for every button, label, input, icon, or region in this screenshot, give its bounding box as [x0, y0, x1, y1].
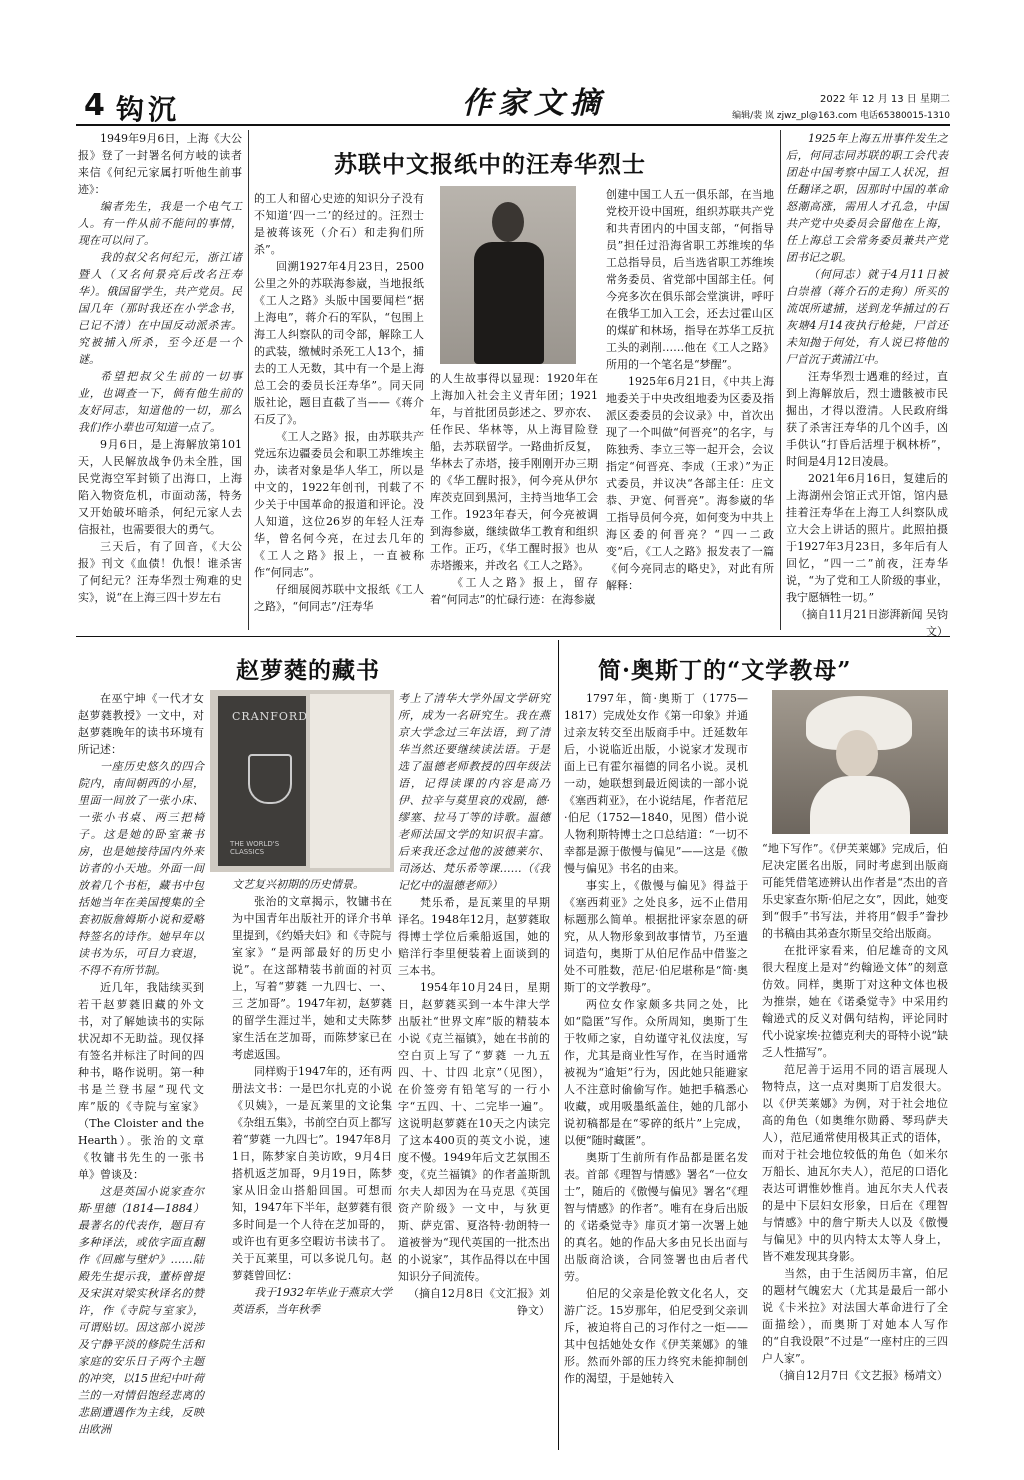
book-title: CRANFORD	[232, 710, 309, 723]
paragraph: 仔细展阅苏联中文报纸《工人之路》，“何同志”/汪寿华	[254, 583, 424, 613]
paragraph: 1925年6月21日，《中共上海地委关于中央改组地委为区委及指派区委委员的会议录》中，首次出现了一个叫做“何晋亮”的名字，与陈独秀、李立三等一起开会，会议指定“何晋亮、李成（王求）”为正式委员，并议决“各部主任：庄文恭、尹宽、何晋亮”。海参崴的华工指导员何今亮，如何变为中共上海区委的何晋亮？“四一二政变”后，《工人之路》报发表了一篇《何今亮同志的略史》，对此有所解释：	[606, 375, 774, 592]
article3-headline: 简·奥斯丁的“文学教母”	[598, 657, 852, 684]
paragraph: 《工人之路》报，由苏联共产党远东边疆委员会和职工苏维埃主办，读者对象是华人华工，所以是中文的，1922年创刊，刊载了不少关于中国革命的报道和评论。没人知道，这位26岁的年轻人汪寿华，曾名何今亮，在过去几年的《工人之路》报上，一直被称作“何同志”。	[254, 430, 424, 579]
paragraph: 一座历史悠久的四合院内，南间朝西的小屋，里面一间放了一张小床、一张小书桌、两三把椅子。这是她的卧室兼书房，也是她接待国内外来访者的小天地。外面一间放着几个书柜，藏书中包括她当年在美国搜集的全套初版詹姆斯小说和爱略特签名的诗作。她早年以读书为乐，可目力衰退，不得不有所节制。	[78, 760, 204, 977]
paragraph: 2021年6月16日，复建后的上海湖州会馆正式开馆，馆内悬挂着汪寿华在上海工人纠察队成立大会上讲话的照片。此照拍摄于1927年3月23日，多年后有人回忆，“四一二”前夜，汪寿华说，“为了党和工人阶级的事业，我宁愿牺牲一切。”	[786, 472, 948, 604]
paragraph: 伯尼的父亲是伦敦文化名人，交游广泛。15岁那年，伯尼受到父亲训斥，被迫将自己的习作付之一炬——其中包括她处女作《伊芙莱娜》的雏形。然而外部的压力终究未能抑制创作的渴望，于是她转入	[564, 1287, 748, 1385]
paragraph: 张治的文章揭示，牧镛书在为中国青年出版社开的译介书单里提到，《约婚夫妇》和《寺院与室家》“是两部最好的历史小说”。在这部精装书前面的衬页上，写着“萝蕤 一九四七、一、三 芝加哥”。1947年初，赵萝蕤的留学生涯过半，她和丈夫陈梦家生活在芝加哥，而陈梦家已在考虑返国。	[232, 895, 392, 1061]
paragraph: （何同志）就于4月11日被白崇禧（蒋介石的走狗）所买的流氓所逮捕，送到龙华捕过的石灰塘4月14夜执行枪毙，尸首还未知抛于何处，有人说已将他的尸首沉于黄浦江中。	[786, 268, 948, 366]
book-series: THE WORLD'S CLASSICS	[230, 840, 280, 856]
paragraph: 同样购于1947年的，还有两册法文书：一是巴尔扎克的小说《贝姨》，一是瓦莱里的文论集《杂组五集》，书前空白页上都写着“萝蕤 一九四七”。1947年8月1日，陈梦家自美访欧，9月4日搭机返芝加哥，9月19日，陈梦家从旧金山搭船回国。可想而知，1947年下半年，赵萝蕤有很多时间是一个人待在芝加哥的，或许也有更多空暇访书读书了。关于瓦莱里，可以多说几句。赵萝蕤曾回忆：	[232, 1065, 392, 1282]
article1-column-5	[786, 130, 948, 638]
book-cover-photo	[210, 690, 394, 872]
paragraph: 事实上，《傲慢与偏见》得益于《塞西莉亚》之处良多，远不止借用标题那么简单。根据批评家奈恩的研究，从人物形象到故事情节，乃至遣词造句，奥斯丁从伯尼作品中借鉴之处不可胜数，范尼·伯尼堪称是“简·奥斯丁的文学教母”。	[564, 879, 748, 994]
portrait-painting	[772, 690, 948, 834]
editor-line: 编辑/裴 岚 zjwz_pl@163.com 电话65380015-1310	[732, 111, 950, 121]
paragraph: 1925年上海五卅事件发生之后，何同志同苏联的职工会代表团赴中国考察中国工人状况，担任翻译之职，因那时中国的革命怒潮高涨，需用人才孔急，中国共产党中央委员会留他在上海，任上海总工会常务委员兼共产党团书记之职。	[786, 132, 948, 264]
paragraph: 编者先生，我是一个电气工人。有一件从前不能问的事情，现在可以问了。	[78, 200, 242, 247]
article1-column-1	[78, 130, 242, 630]
paragraph: 希望把叔父生前的一切事业，也调查一下，倘有他生前的友好同志，知道他的一切，那么我们作小辈也可知道一点了。	[78, 370, 242, 434]
article2-column-1	[78, 690, 204, 1450]
paragraph: 梵乐希，是瓦莱里的早期译名。1948年12月，赵萝蕤取得博士学位后乘船返国，她的赔洋行李里便装着上面谈到的三本书。	[398, 896, 550, 977]
article-divider	[558, 640, 559, 1450]
paragraph: 文艺复兴初期的历史情景。	[232, 878, 364, 891]
newspaper-masthead: 作家文摘	[462, 86, 606, 121]
article3-column-2	[762, 840, 948, 1450]
paragraph: 我的叔父名何纪元，浙江诸暨人（又名何景亮后改名汪寿华）。俄国留学生，共产党员。民国几年（那时我还在小学念书，已记不清）在中国反动派杀害。究被捕入所杀，至今还是一个谜。	[78, 251, 242, 366]
paragraph: 的工人和留心史迹的知识分子没有不知道‘四一二’的经过的。汪烈士是被蒋该死（介石）和走狗们所杀”。	[254, 192, 424, 256]
quoted-paragraph: 我于1932年毕业于燕京大学英语系，当年秋季	[232, 1286, 392, 1316]
article2-headline: 赵萝蕤的藏书	[236, 657, 380, 684]
paragraph: 的人生故事得以显现：1920年在上海加入社会主义青年团；1921年，与首批团员彭述之、罗亦农、任作民、华林等，从上海冒险登船，去苏联留学。一路曲折反复，华林去了赤塔，接手刚刚开办三期的《华工醒时报》，何今亮从伊尔库茨克回到黑河，主持当地华工会工作。1923年春天，何今亮被调到海参崴，继续做华工教育和组织工作。正巧，《华工醒时报》也从赤塔搬来，并改名《工人之路》。	[430, 372, 598, 572]
issue-date: 2022 年 12 月 13 日 星期二	[820, 94, 950, 105]
paragraph: 在批评家看来，伯尼雄奇的文风很大程度上是对“约翰逊文体”的刻意仿效。同样，奥斯丁对这种文体也极为推崇，她在《诺桑觉寺》中采用约翰逊式的反义对偶句结构，评论同时代小说家埃·拉德克利夫的哥特小说“缺乏人性描写”。	[762, 944, 948, 1059]
quoted-paragraph: 考上了清华大学外国文学研究所，成为一名研究生。我在燕京大学念过三年法语，到了清华当然还要继续读法语。于是选了温德老师教授的四年级法语，记得读课的内容是高乃伊、拉辛与莫里哀的戏剧，德·缪塞、拉马丁等的诗歌。温德老师法国文学的知识很丰富。后来我还念过他的波德莱尔、司汤达、梵乐希等课……（《我记忆中的温德老师》）	[398, 692, 550, 892]
column-divider	[248, 130, 249, 630]
paragraph: 在巫宁坤《一代才女赵萝蕤教授》一文中，对赵萝蕤晚年的读书环境有所记述：	[78, 692, 204, 756]
article1-headline: 苏联中文报纸中的汪寿华烈士	[334, 151, 646, 178]
article1-column-4	[606, 186, 774, 630]
paragraph: 1949年9月6日，上海《大公报》登了一封署名何方岐的读者来信《何纪元家属打听他生前事迹》：	[78, 132, 242, 196]
paragraph: 《工人之路》报上，留存着“何同志”的忙碌行迹：在海参崴	[430, 576, 598, 606]
paragraph: 奥斯丁生前所有作品都是匿名发表。首部《理智与情感》署名“一位女士”，随后的《傲慢与偏见》署名“《理智与情感》的作者”。唯有在身后出版的《诺桑觉寺》扉页才第一次署上她的真名。她的作品大多由兄长出面与出版商洽谈，合同签署也由后者代劳。	[564, 1151, 748, 1283]
section-divider	[76, 636, 950, 637]
article2-credit: （摘自12月8日《文汇报》刘铮文）	[408, 1287, 550, 1317]
section-name: 钩沉	[116, 93, 181, 126]
header-rule	[76, 124, 950, 126]
paragraph: 汪寿华烈士遇难的经过，直到上海解放后，烈士遗骸被市民掘出，才得以澄清。人民政府缉获了杀害汪寿华的几个凶手，凶手供认“打昏后活埋于枫林桥”，时间是4月12日凌晨。	[786, 370, 948, 468]
paragraph: 1954年10月24日，星期日，赵萝蕤买到一本牛津大学出版社“世界文库”版的精装本小说《克兰福镇》，她在书前的空白页上写了“萝蕤 一九五四、十、廿四 北京”（见图），在价签旁有铅笔写的一行小字“五四、十、二完毕一遍”。这说明赵萝蕤在10天之内读完了这本400页的英文小说，速度不慢。1949年后文艺氛围丕变，《克兰福镇》的作者盖斯凯尔夫人却因为在马克思《英国资产阶级》一文中，与狄更斯、萨克雷、夏洛特·勃朗特一道被誉为“现代英国的一批杰出的小说家”，其作品得以在中国知识分子间流传。	[398, 981, 550, 1283]
paragraph: “地下写作”。《伊芙莱娜》完成后，伯尼决定匿名出版，同时考虑到出版商可能凭借笔迹辨认出作者是“杰出的音乐史家查尔斯·伯尼之女”，因此，她变到“假手”书写法，并将用“假手”誊抄的书稿由其弟查尔斯呈交给出版商。	[762, 842, 948, 940]
paragraph: 范尼善于运用不同的语言展现人物特点，这一点对奥斯丁启发很大。以《伊芙莱娜》为例，对于社会地位高的角色（如奥维尔勋爵、琴玛萨夫人），范尼通常使用极其正式的语体，而对于社会地位较低的角色（如米尔万船长、迪瓦尔夫人），范尼的口语化表达可谓惟妙惟肖。迪瓦尔夫人代表的是中下层妇女形象，日后在《理智与情感》中的詹宁斯夫人以及《傲慢与偏见》中的贝内特太太等人身上，皆不难发现其身影。	[762, 1063, 948, 1263]
article3-column-1	[564, 690, 748, 1450]
portrait-photo	[440, 186, 576, 364]
paragraph: 三天后，有了回音，《大公报》刊文《血债！仇恨！谁杀害了何纪元？汪寿华烈士殉难的史实》，说“在上海三四十岁左右	[78, 540, 242, 604]
paragraph: 创建中国工人五一俱乐部，在当地党校开设中国班，组织苏联共产党和共青团内的中国支部，“何指导员”担任过沿海省职工苏维埃的华工总指导员，后当选省职工苏维埃常务委员、省党部中国部主任。何今亮多次在俱乐部会堂演讲，呼吁在俄华工加入工会，还去过霍山区的煤矿和林场，指导在苏华工反抗工头的剥削……他在《工人之路》所用的一个笔名是“梦醒”。	[606, 188, 774, 371]
article1-column-3	[430, 370, 598, 630]
paragraph: 9月6日，是上海解放第101天，人民解放战争仍未全胜，国民党海空军封锁了出海口，上海陷入物资危机，市面动荡，特务又开始破坏暗杀，何纪元家人去信报社，也需要很大的勇气。	[78, 438, 242, 536]
column-divider	[780, 130, 781, 630]
article1-credit: （摘自11月21日澎湃新闻 吴钧文）	[795, 608, 948, 638]
paragraph: 两位女作家颇多共同之处，比如“隐匿”写作。众所周知，奥斯丁生于牧师之家，自幼谨守礼仪法度，写作，尤其是商业性写作，在当时通常被视为“逾矩”行为，因此她只能避家人不注意时偷偷写作。她把手稿悉心收藏，或用吸墨纸盖住，她的几部小说初稿都是在“零碎的纸片”上完成，以便“随时藏匿”。	[564, 998, 748, 1147]
paragraph: 当然，由于生活阅历丰富，伯尼的题材气魄宏大（尤其是最后一部小说《卡米拉》对法国大革命进行了全面描绘），而奥斯丁对她本人写作的“自我设限”不过是“一座村庄的三四户人家”。	[762, 1267, 948, 1365]
paragraph: 回溯1927年4月23日，2500公里之外的苏联海参崴，当地报纸《工人之路》头版中国要闻栏“据上海电”，蒋介石的军队，“包围上海工人纠察队的司令部，解除工人的武装，缴械时杀死工人13个，捕去的工人无数，其中有一个是上海总工会的委员长汪寿华”。同天同版社论，题目直截了当——《蒋介石反了》。	[254, 260, 424, 426]
article2-column-2	[232, 876, 392, 1450]
article1-column-2	[254, 190, 424, 630]
quoted-paragraph: 这是英国小说家查尔斯·里德（1814—1884）最著名的代表作，题目有多种译法，或依字面直翻作《回廊与壁炉》……陆殿先生提示我，董桥曾提及宋淇对梁实秋译名的赞许，作《寺院与室家》，可谓贴切。因这部小说涉及宁静平淡的修院生活和家庭的安乐日子两个主题的冲突，以15世纪中叶荷兰的一对情侣饱经悲离的悲剧遭遇作为主线，反映出欧洲	[78, 1185, 204, 1436]
paragraph: 近几年，我陆续买到若干赵萝蕤旧藏的外文书，对了解她读书的实际状况却不无助益。现仅择有签名并标注了时间的四种书，略作说明。第一种书是兰登书屋“现代文库”版的《寺院与室家》（The Cloister and the Hearth）。张治的文章《牧镛书先生的一张书单》曾谈及：	[78, 981, 204, 1181]
paragraph: 1797年，简·奥斯丁（1775—1817）完成处女作《第一印象》并通过亲友转交至出版商手中。迁延数年后，小说临近出版，小说家才发现市面上已有霍尔福德的同名小说。灵机一动，她联想到最近阅读的一部小说《塞西莉亚》，在小说结尾，作者范尼·伯尼（1752—1840，见图）借小说人物利斯特博士之口总结道：“一切不幸都是源于傲慢与偏见”——这是《傲慢与偏见》书名的由来。	[564, 692, 748, 875]
page-number: 4	[84, 88, 105, 123]
article3-credit: （摘自12月7日《文艺报》杨靖文）	[773, 1369, 948, 1382]
article2-column-3	[398, 690, 550, 1450]
